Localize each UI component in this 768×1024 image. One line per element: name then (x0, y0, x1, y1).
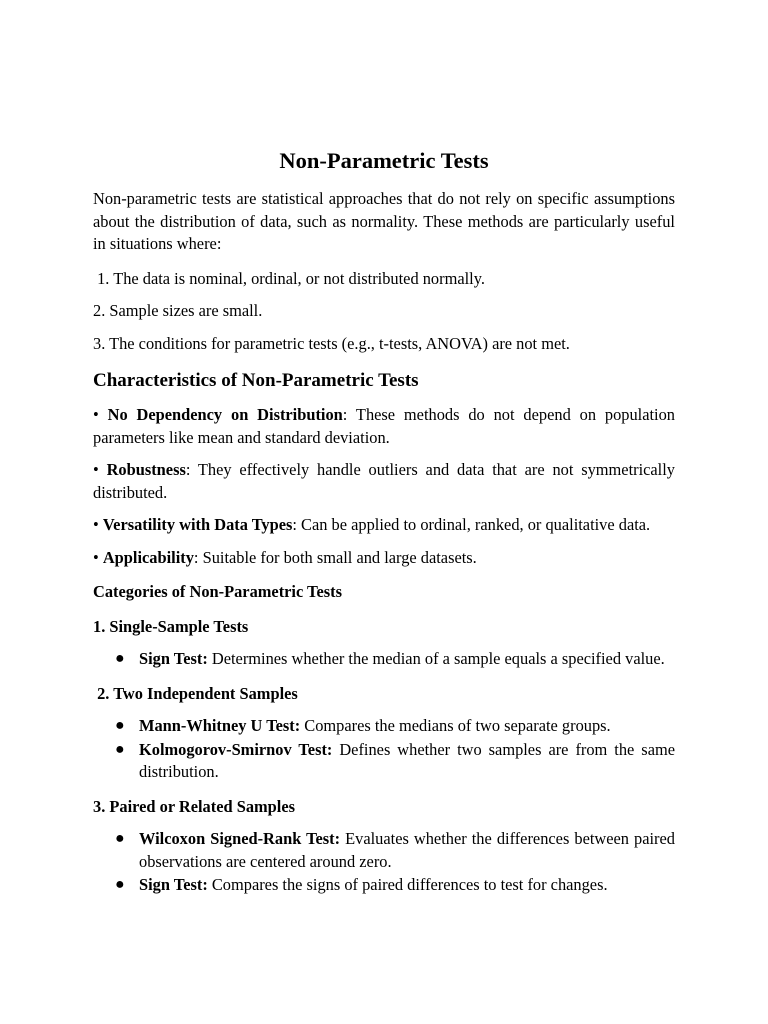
list-item (93, 715, 675, 738)
two-independent-list (93, 715, 675, 784)
characteristic-item (93, 514, 675, 537)
test-name: Sign Test: (139, 875, 208, 894)
test-description: Defines whether two samples are from the same distribution. (139, 739, 675, 781)
bullet-icon: ● (115, 650, 125, 667)
bullet-icon: ● (115, 830, 125, 847)
test-name: Sign Test: (139, 649, 208, 668)
bullet-glyph: • (93, 460, 107, 479)
list-item (93, 828, 675, 873)
bullet-icon: ● (115, 740, 125, 758)
characteristic-item (93, 459, 675, 504)
section-title-two-independent: 2. Two Independent Samples (93, 683, 298, 703)
bullet-glyph: • (93, 515, 103, 534)
document-title: Non-Parametric Tests (279, 148, 489, 173)
bullet-glyph: • (93, 547, 103, 567)
condition-3: 3. The conditions for parametric tests (e.g., t-tests, ANOVA) are not met. (93, 333, 570, 353)
characteristic-item (93, 404, 675, 449)
bullet-icon: ● (115, 876, 125, 893)
intro-paragraph: Non-parametric tests are statistical approaches that do not rely on specific assumptions about the distribution of data, such as normality. These methods are particularly useful in situations where: (93, 189, 675, 253)
test-name: Mann-Whitney U Test: (139, 716, 301, 735)
list-item (93, 739, 675, 784)
single-sample-list (93, 648, 675, 671)
characteristic-text: : They effectively handle outliers and data that are not symmetrically distributed. (93, 460, 675, 502)
test-description: Compares the medians of two separate groups. (300, 716, 611, 735)
characteristic-item (93, 547, 675, 570)
test-description: Compares the signs of paired differences to test for changes. (207, 875, 608, 894)
bullet-icon: ● (115, 717, 125, 734)
list-item (93, 648, 675, 671)
characteristic-term: No Dependency on Distribution (107, 405, 343, 424)
list-item (93, 874, 675, 897)
condition-2: 2. Sample sizes are small. (93, 301, 263, 320)
condition-1: 1. The data is nominal, ordinal, or not distributed normally. (93, 268, 485, 288)
test-name: Kolmogorov-Smirnov Test: (139, 739, 333, 759)
paired-list (93, 828, 675, 897)
section-title-single-sample: 1. Single-Sample Tests (93, 616, 249, 636)
characteristic-text: : These methods do not depend on population parameters like mean and standard deviation. (93, 405, 676, 447)
characteristic-term: Applicability (102, 547, 194, 567)
document-page (93, 146, 675, 898)
characteristic-text: : Suitable for both small and large datasets. (193, 547, 477, 567)
characteristic-term: Versatility with Data Types (102, 515, 293, 534)
characteristic-text: : Can be applied to ordinal, ranked, or qualitative data. (292, 515, 651, 534)
bullet-glyph: • (93, 405, 108, 424)
characteristic-term: Robustness (106, 460, 186, 479)
test-description: Evaluates whether the differences between paired observations are centered around zero. (139, 829, 675, 871)
test-description: Determines whether the median of a sample equals a specified value. (207, 649, 665, 668)
characteristics-heading: Characteristics of Non-Parametric Tests (93, 370, 419, 391)
categories-heading: Categories of Non-Parametric Tests (93, 582, 342, 601)
section-title-paired: 3. Paired or Related Samples (93, 796, 295, 816)
test-name: Wilcoxon Signed-Rank Test: (139, 829, 341, 848)
